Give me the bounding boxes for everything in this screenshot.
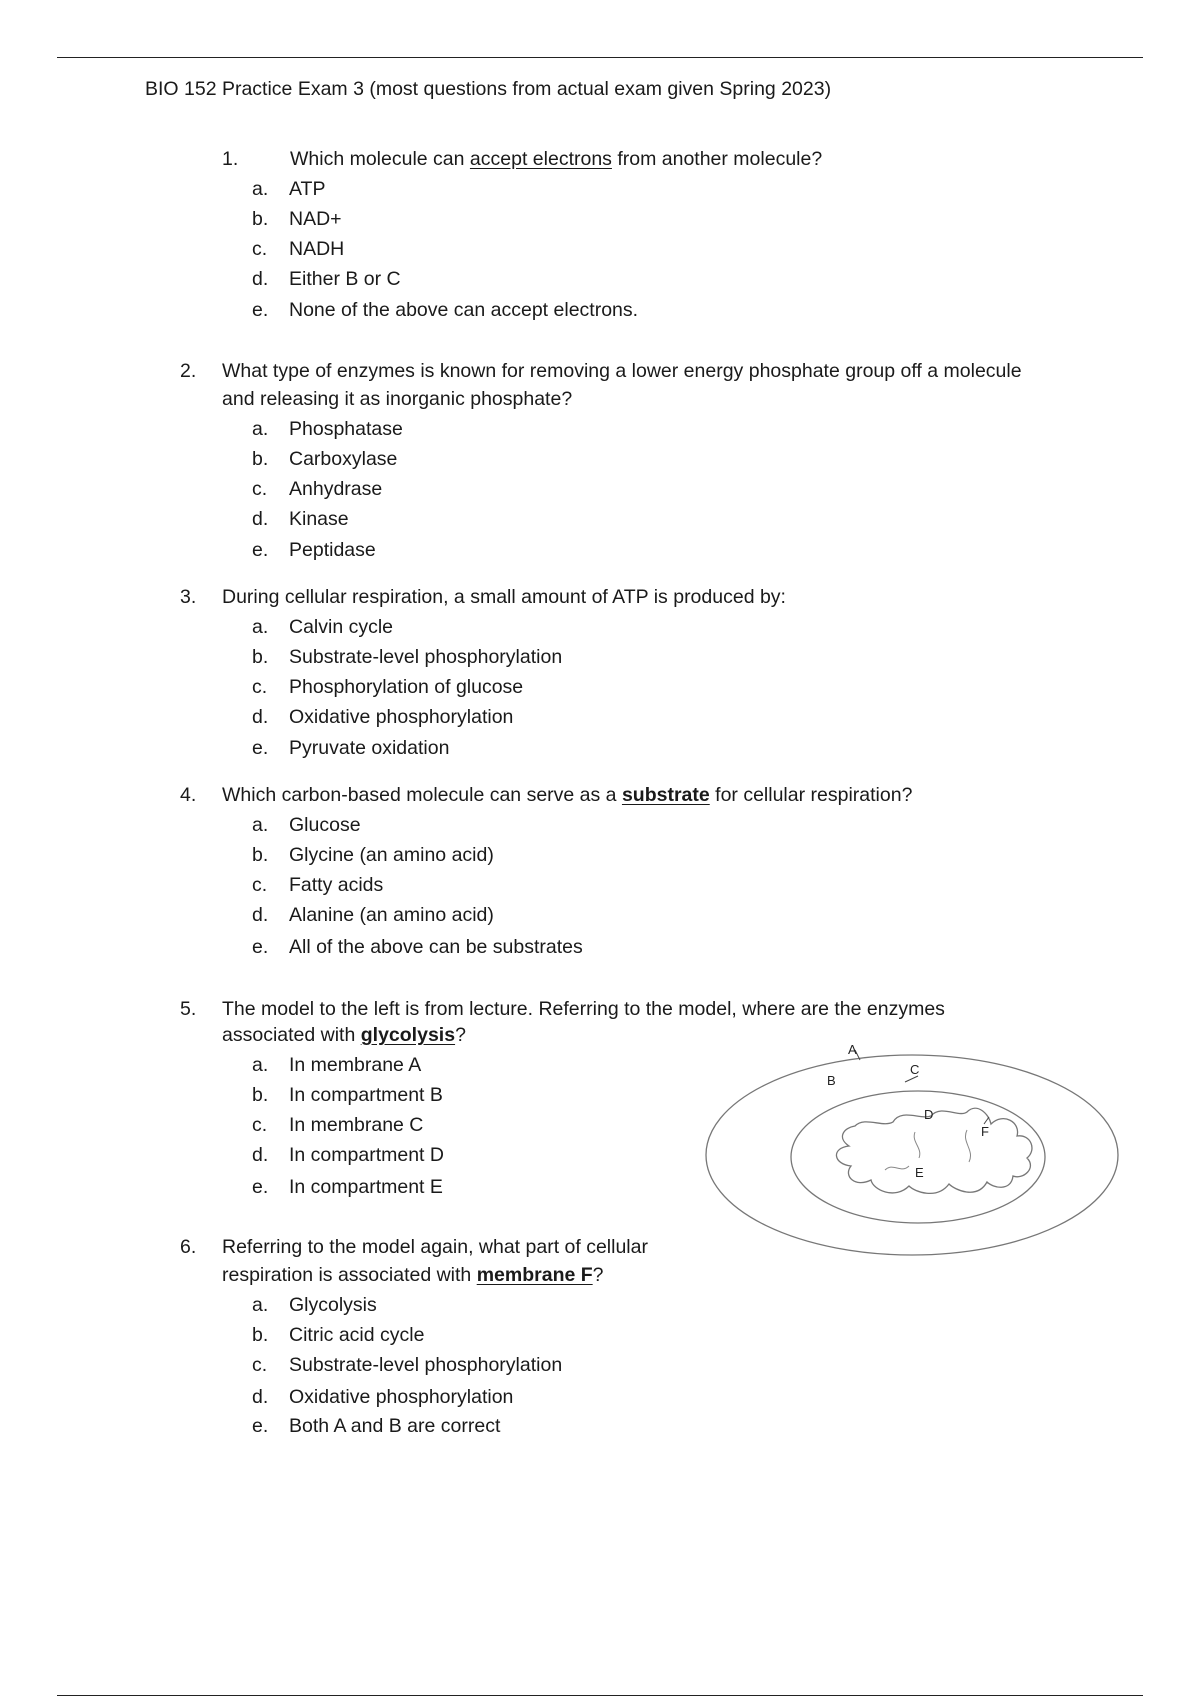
question-text-line-1: What type of enzymes is known for removing a lower energy phosphate group off a molecule: [222, 360, 1022, 382]
question-text-line-1: Referring to the model again, what part of cellular: [222, 1236, 648, 1258]
question-number: 5.: [180, 998, 197, 1020]
answer-option[interactable]: a. Calvin cycle: [252, 616, 394, 638]
question-number: 1.: [222, 148, 239, 170]
answer-option[interactable]: e. Peptidase: [252, 539, 376, 561]
question-text: Which carbon-based molecule can serve as a substrate for cellular respiration?: [222, 784, 913, 806]
page-title: BIO 152 Practice Exam 3 (most questions from actual exam given Spring 2023): [145, 78, 832, 100]
answer-option[interactable]: c. In membrane C: [252, 1114, 424, 1136]
cristae-membrane: [836, 1108, 1032, 1193]
label-a: A: [848, 1042, 857, 1057]
answer-option[interactable]: a. Glucose: [252, 814, 361, 836]
underlined-bold-phrase: membrane F: [476, 1264, 593, 1286]
question-text: Which molecule can accept electrons from another molecule?: [290, 148, 823, 170]
pointer-line-f: [984, 1117, 989, 1124]
bottom-rule: [57, 1695, 1143, 1696]
cristae-fold: [965, 1130, 970, 1162]
answer-option[interactable]: c. Fatty acids: [252, 874, 384, 896]
answer-option[interactable]: c. Substrate-level phosphorylation: [252, 1354, 563, 1376]
answer-option[interactable]: b. Substrate-level phosphorylation: [252, 646, 563, 668]
label-c: C: [910, 1062, 920, 1077]
mitochondrion-diagram: [705, 1042, 1129, 1280]
answer-option[interactable]: e. Pyruvate oxidation: [252, 737, 450, 759]
answer-option[interactable]: d. Oxidative phosphorylation: [252, 706, 514, 728]
answer-option[interactable]: d. Kinase: [252, 508, 349, 530]
answer-option[interactable]: c. NADH: [252, 238, 345, 260]
answer-option[interactable]: d. Oxidative phosphorylation: [252, 1386, 514, 1408]
cristae-fold: [885, 1166, 909, 1170]
answer-option[interactable]: c. Phosphorylation of glucose: [252, 676, 524, 698]
label-b: B: [827, 1073, 836, 1088]
answer-option[interactable]: b. Glycine (an amino acid): [252, 844, 494, 866]
underlined-bold-phrase: glycolysis: [360, 1024, 456, 1046]
answer-option[interactable]: d. In compartment D: [252, 1144, 444, 1166]
label-f: F: [981, 1124, 989, 1139]
answer-option[interactable]: a. ATP: [252, 178, 326, 200]
answer-option[interactable]: e. In compartment E: [252, 1176, 443, 1198]
answer-option[interactable]: b. In compartment B: [252, 1084, 443, 1106]
question-number: 4.: [180, 784, 197, 806]
answer-option[interactable]: c. Anhydrase: [252, 478, 383, 500]
answer-option[interactable]: a. Phosphatase: [252, 418, 403, 440]
outer-membrane-outline: [706, 1055, 1118, 1255]
answer-option[interactable]: d. Either B or C: [252, 268, 401, 290]
top-rule: [57, 57, 1143, 58]
question-text-line-1: The model to the left is from lecture. Referring to the model, where are the enzymes: [222, 998, 945, 1020]
answer-option[interactable]: e. None of the above can accept electrons.: [252, 299, 639, 321]
question-number: 2.: [180, 360, 197, 382]
question-text-line-2: respiration is associated with membrane F?: [222, 1264, 604, 1286]
answer-option[interactable]: e. Both A and B are correct: [252, 1415, 501, 1437]
underlined-bold-phrase: substrate: [621, 784, 710, 806]
question-text: During cellular respiration, a small amount of ATP is produced by:: [222, 586, 786, 608]
answer-option[interactable]: b. Carboxylase: [252, 448, 398, 470]
label-d: D: [924, 1107, 934, 1122]
question-number: 6.: [180, 1236, 197, 1258]
inner-compartment-outline: [791, 1091, 1045, 1223]
label-e: E: [915, 1165, 924, 1180]
underlined-phrase: accept electrons: [469, 148, 612, 170]
question-text-line-2: associated with glycolysis?: [222, 1024, 466, 1046]
answer-option[interactable]: d. Alanine (an amino acid): [252, 904, 494, 926]
answer-option[interactable]: a. Glycolysis: [252, 1294, 377, 1316]
answer-option[interactable]: b. Citric acid cycle: [252, 1324, 425, 1346]
question-number: 3.: [180, 586, 197, 608]
answer-option[interactable]: a. In membrane A: [252, 1054, 422, 1076]
question-text-line-2: and releasing it as inorganic phosphate?: [222, 388, 573, 410]
answer-option[interactable]: e. All of the above can be substrates: [252, 936, 583, 958]
answer-option[interactable]: b. NAD+: [252, 208, 342, 230]
cristae-fold: [914, 1132, 920, 1158]
